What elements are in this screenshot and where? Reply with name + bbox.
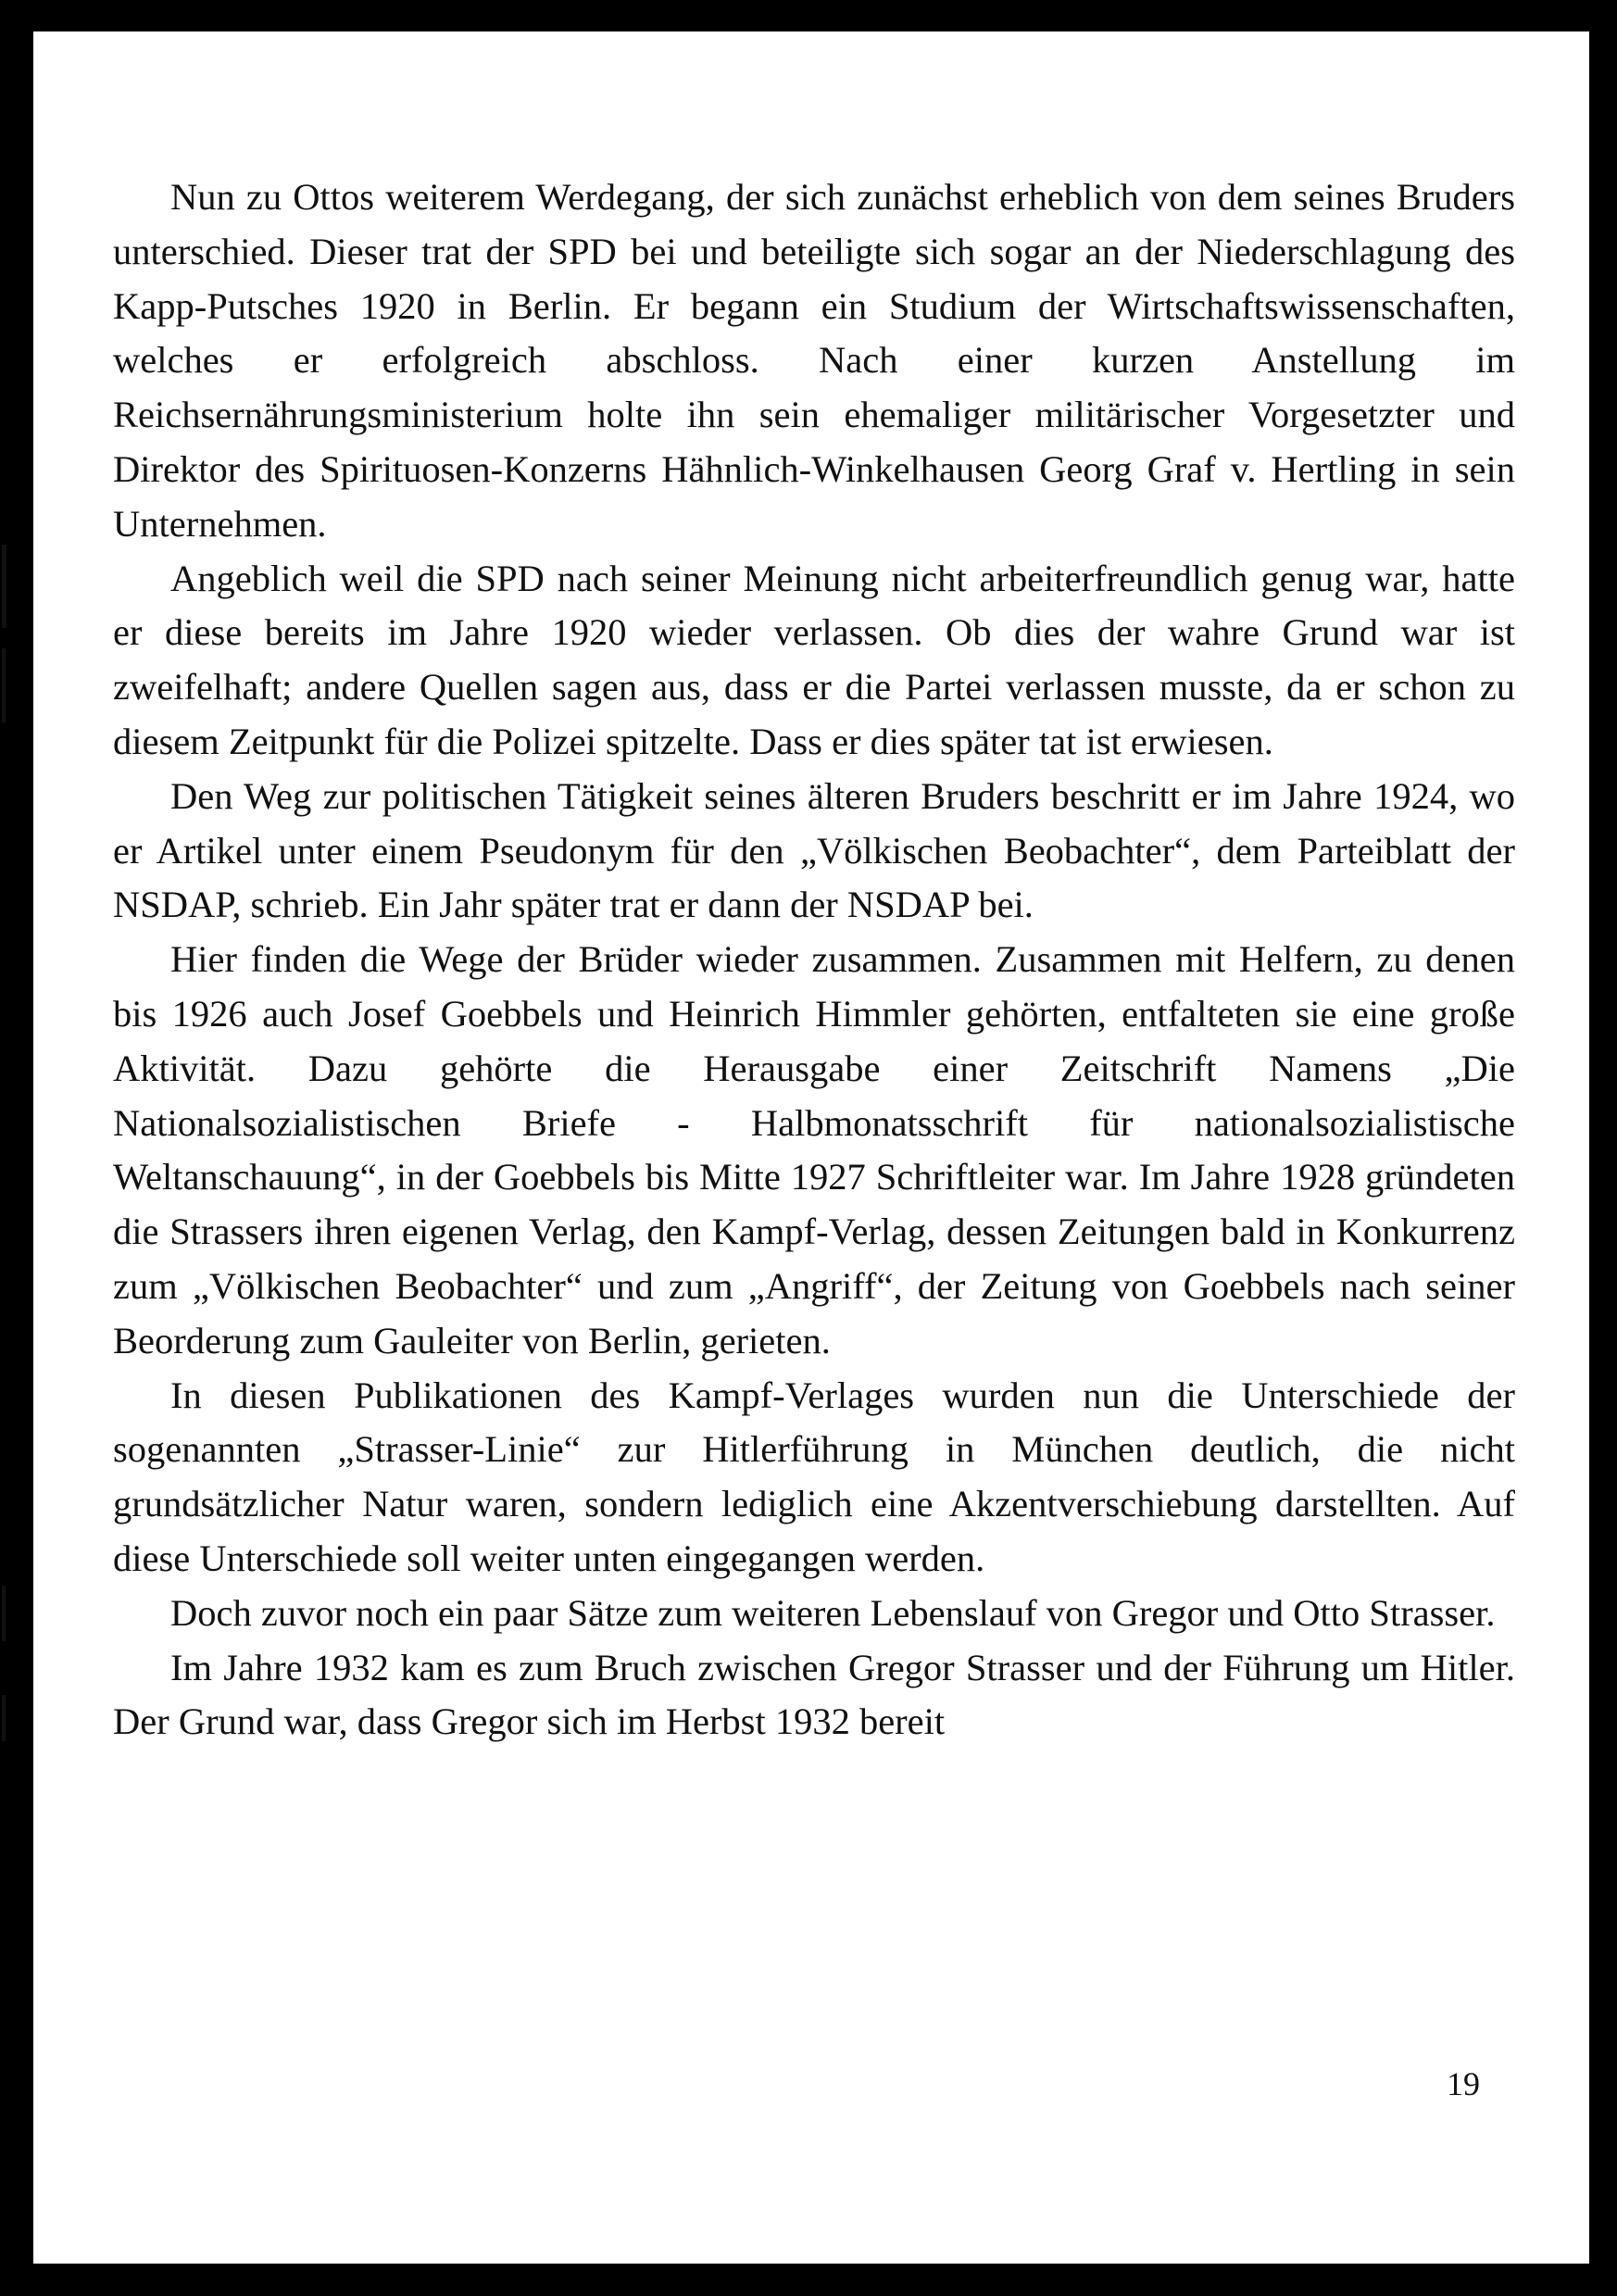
- paragraph: Hier finden die Wege der Brüder wieder zusammen. Zusammen mit Helfern, zu denen bis 1926 auch Josef Goebbels und Heinrich Himmler gehörten, entfalteten sie eine große Aktivität. Dazu gehörte die Herausgabe einer Zeitschrift Namens „Die Nationalsozialistischen Briefe - Halbmonatsschrift für nationalsozialistische Weltanschauung“, in der Goebbels bis Mitte 1927 Schriftleiter war. Im Jahre 1928 gründeten die Strassers ihren eigenen Verlag, den Kampf-Verlag, dessen Zeitungen bald in Konkurrenz zum „Völkischen Beobachter“ und zum „Angriff“, der Zeitung von Goebbels nach seiner Beorderung zum Gauleiter von Berlin, gerieten.: [113, 938, 1515, 1361]
- paragraph: Angeblich weil die SPD nach seiner Meinung nicht arbeiterfreundlich genug war, hatte er diese bereits im Jahre 1920 wieder verlassen. Ob dies der wahre Grund war ist zweifelhaft; andere Quellen sagen aus, dass er die Partei verlassen musste, da er schon zu diesem Zeitpunkt für die Polizei spitzelte. Dass er dies später tat ist erwiesen.: [113, 557, 1515, 762]
- scan-edge-mark: [2, 648, 6, 722]
- book-page: [33, 31, 1589, 2264]
- body-text: [113, 170, 1515, 1750]
- scan-edge-mark: [2, 1695, 6, 1741]
- scan-edge-mark: [2, 545, 6, 628]
- scan-edge-mark: [2, 1586, 6, 1641]
- paragraph: Den Weg zur politischen Tätigkeit seines älteren Bruders beschritt er im Jahre 1924, wo er Artikel unter einem Pseudonym für den „Völkischen Beobachter“, dem Parteiblatt der NSDAP, schrieb. Ein Jahr später trat er dann der NSDAP bei.: [113, 774, 1515, 926]
- paragraph: Im Jahre 1932 kam es zum Bruch zwischen Gregor Strasser und der Führung um Hitler. Der Grund war, dass Gregor sich im Herbst 1932 bereit: [113, 1646, 1515, 1743]
- paragraph: Nun zu Ottos weiterem Werdegang, der sich zunächst erheblich von dem seines Bruders unterschied. Dieser trat der SPD bei und beteiligte sich sogar an der Niederschlagung des Kapp-Putsches 1920 in Berlin. Er begann ein Studium der Wirtschaftswissenschaften, welches er erfolgreich abschloss. Nach einer kurzen Anstellung im Reichsernährungsministerium holte ihn sein ehemaliger militärischer Vorgesetzter und Direktor des Spirituosen-Konzerns Hähnlich-Winkelhausen Georg Graf v. Hertling in sein Unternehmen.: [113, 176, 1515, 545]
- page-number: 19: [1447, 2065, 1480, 2102]
- paragraph: Doch zuvor noch ein paar Sätze zum weiteren Lebenslauf von Gregor und Otto Strasser.: [170, 1591, 1496, 1634]
- paragraph: In diesen Publikationen des Kampf-Verlages wurden nun die Unterschiede der sogenannten „Strasser-Linie“ zur Hitlerführung in München deutlich, die nicht grundsätzlicher Natur waren, sondern lediglich eine Akzentverschiebung darstellten. Auf diese Unterschiede soll weiter unten eingegangen werden.: [113, 1374, 1515, 1579]
